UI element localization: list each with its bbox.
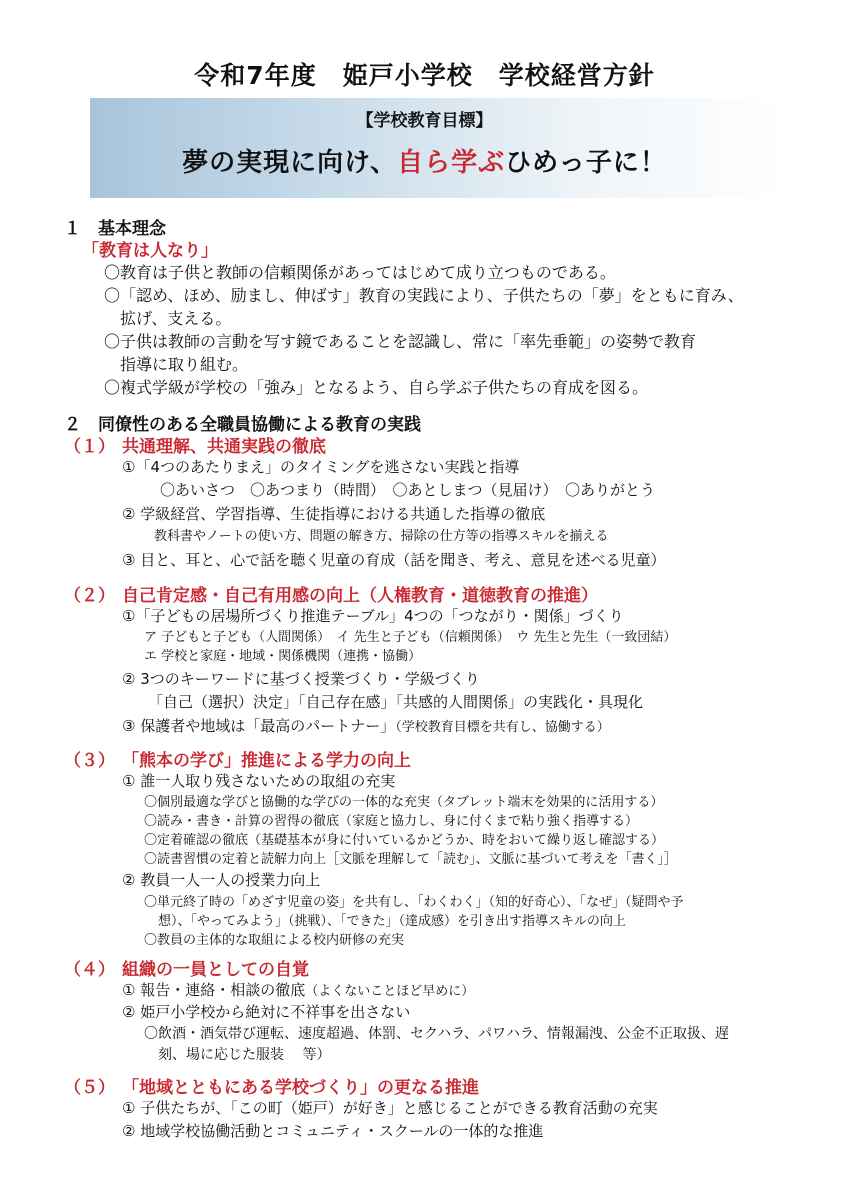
goal-banner-main xyxy=(0,142,849,179)
sub-3-heading: 「熊本の学び」推進による学力の向上 xyxy=(122,751,411,771)
sub-2-line: 「自己（選択）決定」「自己存在感」「共感的人間関係」の実践化・具現化 xyxy=(148,693,644,711)
sub-4-line-main: ① 報告・連絡・相談の徹底 xyxy=(122,981,306,999)
sub-4-line: 〇飲酒・酒気帯び運転、速度超過、体罰、セクハラ、パワハラ、情報漏洩、公金不正取扱、遅 xyxy=(144,1026,729,1042)
sub-2-heading: 自己肯定感・自己有用感の向上（人権教育・道徳教育の推進） xyxy=(122,586,598,606)
sub-3-line: ① 誰一人取り残さないための取組の充実 xyxy=(122,772,396,790)
sub-4-line xyxy=(122,979,474,1000)
sub-2-line: ア 子どもと子ども（人間関係） イ 先生と子ども（信頼関係） ウ 先生と先生（一致団結） xyxy=(144,630,677,645)
sub-4-line: ② 姫戸小学校から絶対に不祥事を出さない xyxy=(122,1003,411,1021)
sub-1-line: ② 学級経営、学習指導、生徒指導における共通した指導の徹底 xyxy=(122,505,546,523)
section-1-item: 〇「認め、ほめ、励まし、伸ばす」教育の実践により、子供たちの「夢」をともに育み、 xyxy=(104,286,744,305)
sub-3-line: 〇読書習慣の定着と読解力向上［文脈を理解して「読む」、文脈に基づいて考えを「書く」］ xyxy=(144,852,678,867)
sub-5-heading: 「地域とともにある学校づくり」の更なる推進 xyxy=(122,1078,479,1098)
page-title: 令和7年度 姫戸小学校 学校経営方針 xyxy=(194,61,655,90)
sub-2-number: （２） xyxy=(64,586,115,606)
sub-2-line: ② 3つのキーワードに基づく授業づくり・学級づくり xyxy=(122,670,480,688)
goal-main-highlight: 自ら学ぶ xyxy=(397,148,506,178)
sub-2-line: ①「子どもの居場所づくり推進テーブル」4つの「つながり・関係」づくり xyxy=(122,607,624,625)
sub-4-heading: 組織の一員としての自覚 xyxy=(122,960,309,980)
sub-3-line: 〇単元終了時の「めざす児童の姿」を共有し、「わくわく」（知的好奇心）、「なぜ」（疑問や予 xyxy=(144,895,684,910)
sub-2-line: エ 学校と家庭・地域・関係機関（連携・協働） xyxy=(144,649,422,664)
goal-main-pre: 夢の実現に向け、 xyxy=(182,148,398,178)
sub-1-line: ③ 目と、耳と、心で話を聴く児童の育成（話を聞き、考え、意見を述べる児童） xyxy=(122,551,666,569)
sub-4-number: （４） xyxy=(64,960,115,980)
sub-4-line-note: （よくないことほど早めに） xyxy=(305,984,475,999)
sub-3-line: 想）、「やってみよう」（挑戦）、「できた」（達成感）を引き出す指導スキルの向上 xyxy=(158,914,626,929)
sub-1-heading: 共通理解、共通実践の徹底 xyxy=(122,437,326,457)
sub-2-line-main: ③ 保護者や地域は「最高のパートナー」 xyxy=(122,717,396,735)
section-1-motto: 「教育は人なり」 xyxy=(82,241,218,261)
sub-1-line: 教科書やノートの使い方、問題の解き方、掃除の仕方等の指導スキルを揃える xyxy=(154,529,609,544)
section-1-item: 拡げ、支える。 xyxy=(120,309,232,328)
section-1-heading: １ 基本理念 xyxy=(64,219,166,239)
section-2-heading: ２ 同僚性のある全職員協働による教育の実践 xyxy=(64,415,421,435)
sub-5-line: ① 子供たちが、「この町（姫戸）が好き」と感じることができる教育活動の充実 xyxy=(122,1099,658,1117)
sub-1-line: ①「4つのあたりまえ」のタイミングを逃さない実践と指導 xyxy=(122,458,520,476)
goal-banner-subtitle: 【学校教育目標】 xyxy=(356,111,493,131)
section-1-item: 指導に取り組む。 xyxy=(120,355,249,374)
section-1-item: 〇子供は教師の言動を写す鏡であることを認識し、常に「率先垂範」の姿勢で教育 xyxy=(104,332,697,351)
sub-5-number: （５） xyxy=(64,1078,115,1098)
sub-2-line xyxy=(122,715,610,736)
section-1-item: 〇複式学級が学校の「強み」となるよう、自ら学ぶ子供たちの育成を図る。 xyxy=(104,378,649,397)
sub-3-line: ② 教員一人一人の授業力向上 xyxy=(122,871,321,889)
section-1-item: 〇教育は子供と教師の信頼関係があってはじめて成り立つものである。 xyxy=(104,263,616,282)
sub-3-line: 〇定着確認の徹底（基礎基本が身に付いているかどうか、時をおいて繰り返し確認する） xyxy=(144,833,665,848)
sub-3-line: 〇個別最適な学びと協働的な学びの一体的な充実（タブレット端末を効果的に活用する） xyxy=(144,795,664,810)
sub-3-line: 〇教員の主体的な取組による校内研修の充実 xyxy=(144,933,405,948)
goal-main-post: ひめっ子に！ xyxy=(505,148,667,178)
sub-4-line: 刻、場に応じた服装 等） xyxy=(158,1047,331,1063)
sub-3-number: （３） xyxy=(64,751,115,771)
sub-5-line: ② 地域学校協働活動とコミュニティ・スクールの一体的な推進 xyxy=(122,1122,544,1140)
sub-2-line-note: （学校教育目標を共有し、協働する） xyxy=(395,720,610,735)
sub-1-line: 〇あいさつ 〇あつまり（時間） 〇あとしまつ（見届け） 〇ありがとう xyxy=(160,481,656,499)
sub-1-number: （１） xyxy=(64,437,115,457)
sub-3-line: 〇読み・書き・計算の習得の徹底（家庭と協力し、身に付くまで粘り強く指導する） xyxy=(144,814,639,829)
